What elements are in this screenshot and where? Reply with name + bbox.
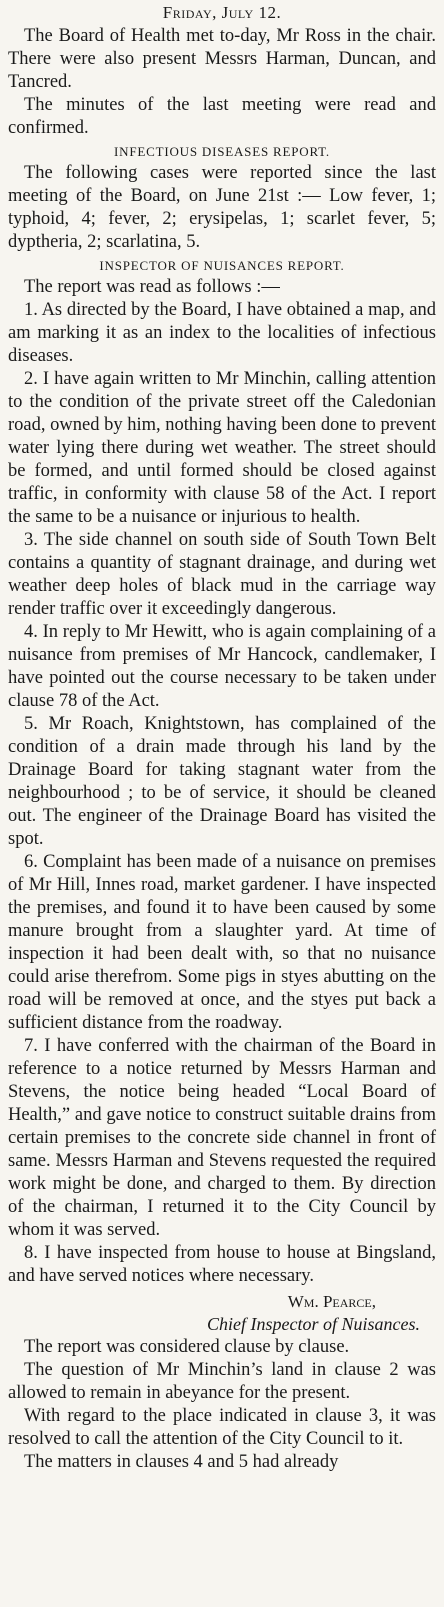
paragraph-clause-3: 3. The side channel on south side of South Town Belt contains a quantity of stagnant drainage, and during wet weather deep holes of black mud in the carriage way render traffic over it exceedingly dangerous. — [8, 530, 436, 619]
paragraph-clause-6: 6. Complaint has been made of a nuisance on premises of Mr Hill, Innes road, market gardener. I have inspected the premises, and found it to have been caused by some manure brought from a slaughter yard. At time of inspection it had been dealt with, so that no nuisance could arise therefrom. Some pigs in styes abutting on the road will be removed at once, and the styes put back a sufficient distance from the roadway. — [8, 852, 436, 1033]
heading-infectious-diseases: INFECTIOUS DISEASES REPORT. — [114, 144, 330, 159]
paragraph-clause-1: 1. As directed by the Board, I have obtained a map, and am marking it as an index to the localities of infectious diseases. — [8, 300, 436, 366]
paragraph-clause-5: 5. Mr Roach, Knightstown, has complained of the condition of a drain made through his land by the Drainage Board for taking stagnant water from the neighbourhood ; to be of service, it should be cleaned out. The engineer of the Drainage Board has visited the spot. — [8, 714, 436, 849]
paragraph-report-intro: The report was read as follows :— — [24, 277, 280, 297]
paragraph-clause-8: 8. I have inspected from house to house at Bingsland, and have served notices where necessary. — [8, 1243, 436, 1286]
signature-title: Chief Inspector of Nuisances. — [207, 1314, 420, 1334]
heading-inspector-report: INSPECTOR OF NUISANCES REPORT. — [99, 258, 345, 273]
paragraph-clauses-4-5: The matters in clauses 4 and 5 had already — [24, 1452, 339, 1472]
paragraph-clause-4: 4. In reply to Mr Hewitt, who is again complaining of a nuisance from premises of Mr Hancock, candlemaker, I have pointed out the course necessary to be taken under clause 78 of the Act. — [8, 622, 436, 711]
paragraph-clause-3-resolution: With regard to the place indicated in clause 3, it was resolved to call the attention of the City Council to it. — [8, 1406, 436, 1449]
signature-name: Wm. Pearce, — [287, 1292, 376, 1311]
paragraph-infectious-cases: The following cases were reported since the last meeting of the Board, on June 21st :— Low fever, 1; typhoid, 4; fever, 2; erysipelas, 1; scarlet fever, 5; dyptheria, 2; scarlatina, 5. — [8, 163, 436, 252]
paragraph-minutes: The minutes of the last meeting were read and confirmed. — [8, 95, 436, 138]
paragraph-clause-7: 7. I have conferred with the chairman of the Board in reference to a notice returned by Messrs Harman and Stevens, the notice being headed “Local Board of Health,” and gave notice to construct suitable drains from certain premises to the concrete side channel in front of same. Messrs Harman and Stevens requested the required work might be done, and charged to them. By direction of the chairman, I returned it to the City Council by whom it was served. — [8, 1036, 436, 1240]
paragraph-meeting: The Board of Health met to-day, Mr Ross in the chair. There were also present Messrs Harman, Duncan, and Tancred. — [8, 26, 436, 92]
paragraph-clause-2: 2. I have again written to Mr Minchin, calling attention to the condition of the private street off the Caledonian road, owned by him, nothing having been done to prevent water lying there during wet weather. The street should be formed, and until formed should be closed against traffic, in conformity with clause 58 of the Act. I report the same to be a nuisance or injurious to health. — [8, 369, 436, 527]
dateline: Friday, July 12. — [162, 3, 282, 22]
paragraph-minchin: The question of Mr Minchin’s land in clause 2 was allowed to remain in abeyance for the present. — [8, 1360, 436, 1403]
paragraph-considered: The report was considered clause by clause. — [24, 1337, 350, 1357]
